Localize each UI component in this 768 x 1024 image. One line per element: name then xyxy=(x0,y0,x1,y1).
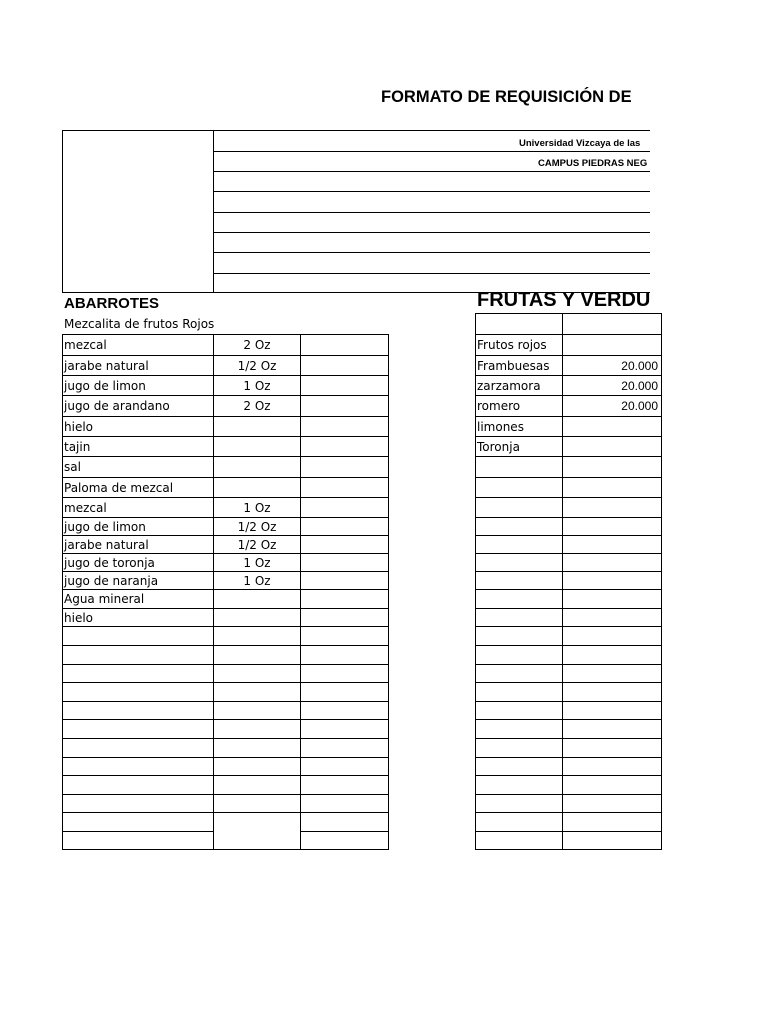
quantity-cell[interactable] xyxy=(213,738,301,758)
quantity-cell[interactable]: 1 Oz xyxy=(213,553,301,572)
quantity-cell[interactable] xyxy=(213,812,301,850)
item-cell[interactable]: jugo de naranja xyxy=(62,571,214,590)
item-cell[interactable] xyxy=(475,626,563,646)
quantity-cell[interactable]: 20.000 xyxy=(562,375,662,396)
item-cell[interactable] xyxy=(62,664,214,683)
item-cell[interactable] xyxy=(475,831,563,850)
item-cell[interactable]: Frutos rojos xyxy=(475,334,563,356)
quantity-cell[interactable] xyxy=(562,571,662,590)
item-cell[interactable]: hielo xyxy=(62,608,214,627)
item-cell[interactable] xyxy=(62,812,214,832)
quantity-cell[interactable] xyxy=(562,589,662,609)
item-cell[interactable] xyxy=(475,535,563,554)
blank-cell[interactable] xyxy=(300,812,389,832)
item-cell[interactable] xyxy=(62,738,214,758)
item-cell[interactable] xyxy=(62,682,214,702)
quantity-cell[interactable] xyxy=(213,436,301,457)
item-cell[interactable] xyxy=(475,497,563,518)
frutas-title: FRUTAS Y VERDU xyxy=(477,289,651,311)
header-campus: CAMPUS PIEDRAS NEG xyxy=(538,158,648,169)
blank-cell[interactable] xyxy=(300,334,389,356)
blank-cell[interactable] xyxy=(300,553,389,572)
item-cell[interactable] xyxy=(475,775,563,795)
item-cell[interactable] xyxy=(62,719,214,739)
item-cell[interactable]: hielo xyxy=(62,416,214,437)
quantity-cell[interactable] xyxy=(562,313,662,335)
item-cell[interactable] xyxy=(475,719,563,739)
quantity-cell[interactable] xyxy=(213,626,301,646)
blank-cell[interactable] xyxy=(300,831,389,850)
item-cell[interactable] xyxy=(475,313,563,335)
quantity-cell[interactable] xyxy=(562,436,662,457)
header-institution: Universidad Vizcaya de las xyxy=(519,138,641,149)
quantity-cell[interactable] xyxy=(562,477,662,498)
blank-cell[interactable] xyxy=(300,719,389,739)
quantity-cell[interactable] xyxy=(562,456,662,478)
quantity-cell[interactable] xyxy=(213,608,301,627)
item-cell[interactable]: jugo de arandano xyxy=(62,395,214,417)
blank-cell[interactable] xyxy=(300,626,389,646)
quantity-cell[interactable] xyxy=(562,682,662,702)
blank-cell[interactable] xyxy=(300,701,389,720)
header-rule xyxy=(213,252,650,253)
quantity-cell[interactable] xyxy=(213,664,301,683)
quantity-cell[interactable] xyxy=(213,589,301,609)
item-cell[interactable] xyxy=(475,757,563,776)
quantity-cell[interactable]: 1/2 Oz xyxy=(213,355,301,376)
blank-cell[interactable] xyxy=(300,645,389,665)
item-cell[interactable]: mezcal xyxy=(62,497,214,518)
item-cell[interactable] xyxy=(475,589,563,609)
item-cell[interactable]: jugo de limon xyxy=(62,375,214,396)
item-cell[interactable] xyxy=(475,645,563,665)
header-rule xyxy=(213,212,650,213)
blank-cell[interactable] xyxy=(300,738,389,758)
quantity-cell[interactable] xyxy=(213,775,301,795)
quantity-cell[interactable] xyxy=(562,794,662,813)
blank-cell[interactable] xyxy=(300,794,389,813)
quantity-cell[interactable]: 2 Oz xyxy=(213,395,301,417)
item-cell[interactable]: Agua mineral xyxy=(62,589,214,609)
item-cell[interactable]: sal xyxy=(62,456,214,478)
item-cell[interactable]: zarzamora xyxy=(475,375,563,396)
item-cell[interactable]: tajin xyxy=(62,436,214,457)
quantity-cell[interactable]: 20.000 xyxy=(562,395,662,417)
quantity-cell[interactable] xyxy=(213,456,301,478)
quantity-cell[interactable] xyxy=(213,645,301,665)
item-cell[interactable]: jugo de toronja xyxy=(62,553,214,572)
item-cell[interactable] xyxy=(475,553,563,572)
blank-cell[interactable] xyxy=(300,589,389,609)
item-cell[interactable]: jugo de limon xyxy=(62,517,214,536)
abarrotes-subtitle: Mezcalita de frutos Rojos xyxy=(64,317,215,331)
item-cell[interactable]: Paloma de mezcal xyxy=(62,477,214,498)
item-cell[interactable] xyxy=(62,701,214,720)
quantity-cell[interactable] xyxy=(562,738,662,758)
item-cell[interactable]: jarabe natural xyxy=(62,355,214,376)
blank-cell[interactable] xyxy=(300,664,389,683)
item-cell[interactable]: limones xyxy=(475,416,563,437)
item-cell[interactable]: Frambuesas xyxy=(475,355,563,376)
item-cell[interactable] xyxy=(475,517,563,536)
item-cell[interactable] xyxy=(475,794,563,813)
item-cell[interactable] xyxy=(475,738,563,758)
quantity-cell[interactable] xyxy=(562,535,662,554)
item-cell[interactable] xyxy=(62,794,214,813)
quantity-cell[interactable] xyxy=(213,682,301,702)
quantity-cell[interactable] xyxy=(562,497,662,518)
quantity-cell[interactable] xyxy=(562,757,662,776)
quantity-cell[interactable] xyxy=(213,416,301,437)
item-cell[interactable]: mezcal xyxy=(62,334,214,356)
blank-cell[interactable] xyxy=(300,682,389,702)
header-rule xyxy=(213,151,650,152)
document-title: FORMATO DE REQUISICIÓN DE xyxy=(381,88,632,106)
blank-cell[interactable] xyxy=(300,757,389,776)
quantity-cell[interactable] xyxy=(562,812,662,832)
blank-cell[interactable] xyxy=(300,775,389,795)
blank-cell[interactable] xyxy=(300,456,389,478)
blank-cell[interactable] xyxy=(300,608,389,627)
quantity-cell[interactable] xyxy=(562,831,662,850)
blank-cell[interactable] xyxy=(300,355,389,376)
item-cell[interactable] xyxy=(475,664,563,683)
quantity-cell[interactable] xyxy=(213,477,301,498)
item-cell[interactable] xyxy=(62,757,214,776)
quantity-cell[interactable]: 1 Oz xyxy=(213,375,301,396)
header-rule xyxy=(213,171,650,172)
item-cell[interactable] xyxy=(62,775,214,795)
blank-cell[interactable] xyxy=(300,395,389,417)
quantity-cell[interactable] xyxy=(213,719,301,739)
quantity-cell[interactable] xyxy=(562,608,662,627)
quantity-cell[interactable]: 1 Oz xyxy=(213,497,301,518)
quantity-cell[interactable] xyxy=(562,626,662,646)
blank-cell[interactable] xyxy=(300,535,389,554)
item-cell[interactable] xyxy=(475,682,563,702)
blank-cell[interactable] xyxy=(300,571,389,590)
quantity-cell[interactable] xyxy=(562,701,662,720)
item-cell[interactable] xyxy=(62,831,214,850)
quantity-cell[interactable] xyxy=(562,334,662,356)
quantity-cell[interactable] xyxy=(562,664,662,683)
quantity-cell[interactable]: 1/2 Oz xyxy=(213,535,301,554)
header-rule xyxy=(213,232,650,233)
item-cell[interactable] xyxy=(475,477,563,498)
quantity-cell[interactable] xyxy=(213,757,301,776)
quantity-cell[interactable] xyxy=(562,775,662,795)
blank-cell[interactable] xyxy=(300,477,389,498)
quantity-cell[interactable] xyxy=(213,701,301,720)
quantity-cell[interactable] xyxy=(562,416,662,437)
quantity-cell[interactable]: 1/2 Oz xyxy=(213,517,301,536)
item-cell[interactable]: Toronja xyxy=(475,436,563,457)
item-cell[interactable] xyxy=(475,571,563,590)
quantity-cell[interactable]: 1 Oz xyxy=(213,571,301,590)
quantity-cell[interactable] xyxy=(562,517,662,536)
header-rule xyxy=(213,273,650,274)
quantity-cell[interactable] xyxy=(213,794,301,813)
blank-cell[interactable] xyxy=(300,436,389,457)
item-cell[interactable] xyxy=(475,456,563,478)
blank-cell[interactable] xyxy=(300,497,389,518)
item-cell[interactable]: romero xyxy=(475,395,563,417)
quantity-cell[interactable] xyxy=(562,645,662,665)
blank-cell[interactable] xyxy=(300,416,389,437)
abarrotes-title: ABARROTES xyxy=(64,295,160,312)
blank-cell[interactable] xyxy=(300,517,389,536)
quantity-cell[interactable]: 2 Oz xyxy=(213,334,301,356)
header-rule xyxy=(213,191,650,192)
item-cell[interactable] xyxy=(475,812,563,832)
quantity-cell[interactable]: 20.000 xyxy=(562,355,662,376)
item-cell[interactable] xyxy=(475,701,563,720)
blank-cell[interactable] xyxy=(300,375,389,396)
quantity-cell[interactable] xyxy=(562,719,662,739)
item-cell[interactable] xyxy=(475,608,563,627)
item-cell[interactable] xyxy=(62,626,214,646)
item-cell[interactable] xyxy=(62,645,214,665)
item-cell[interactable]: jarabe natural xyxy=(62,535,214,554)
quantity-cell[interactable] xyxy=(562,553,662,572)
